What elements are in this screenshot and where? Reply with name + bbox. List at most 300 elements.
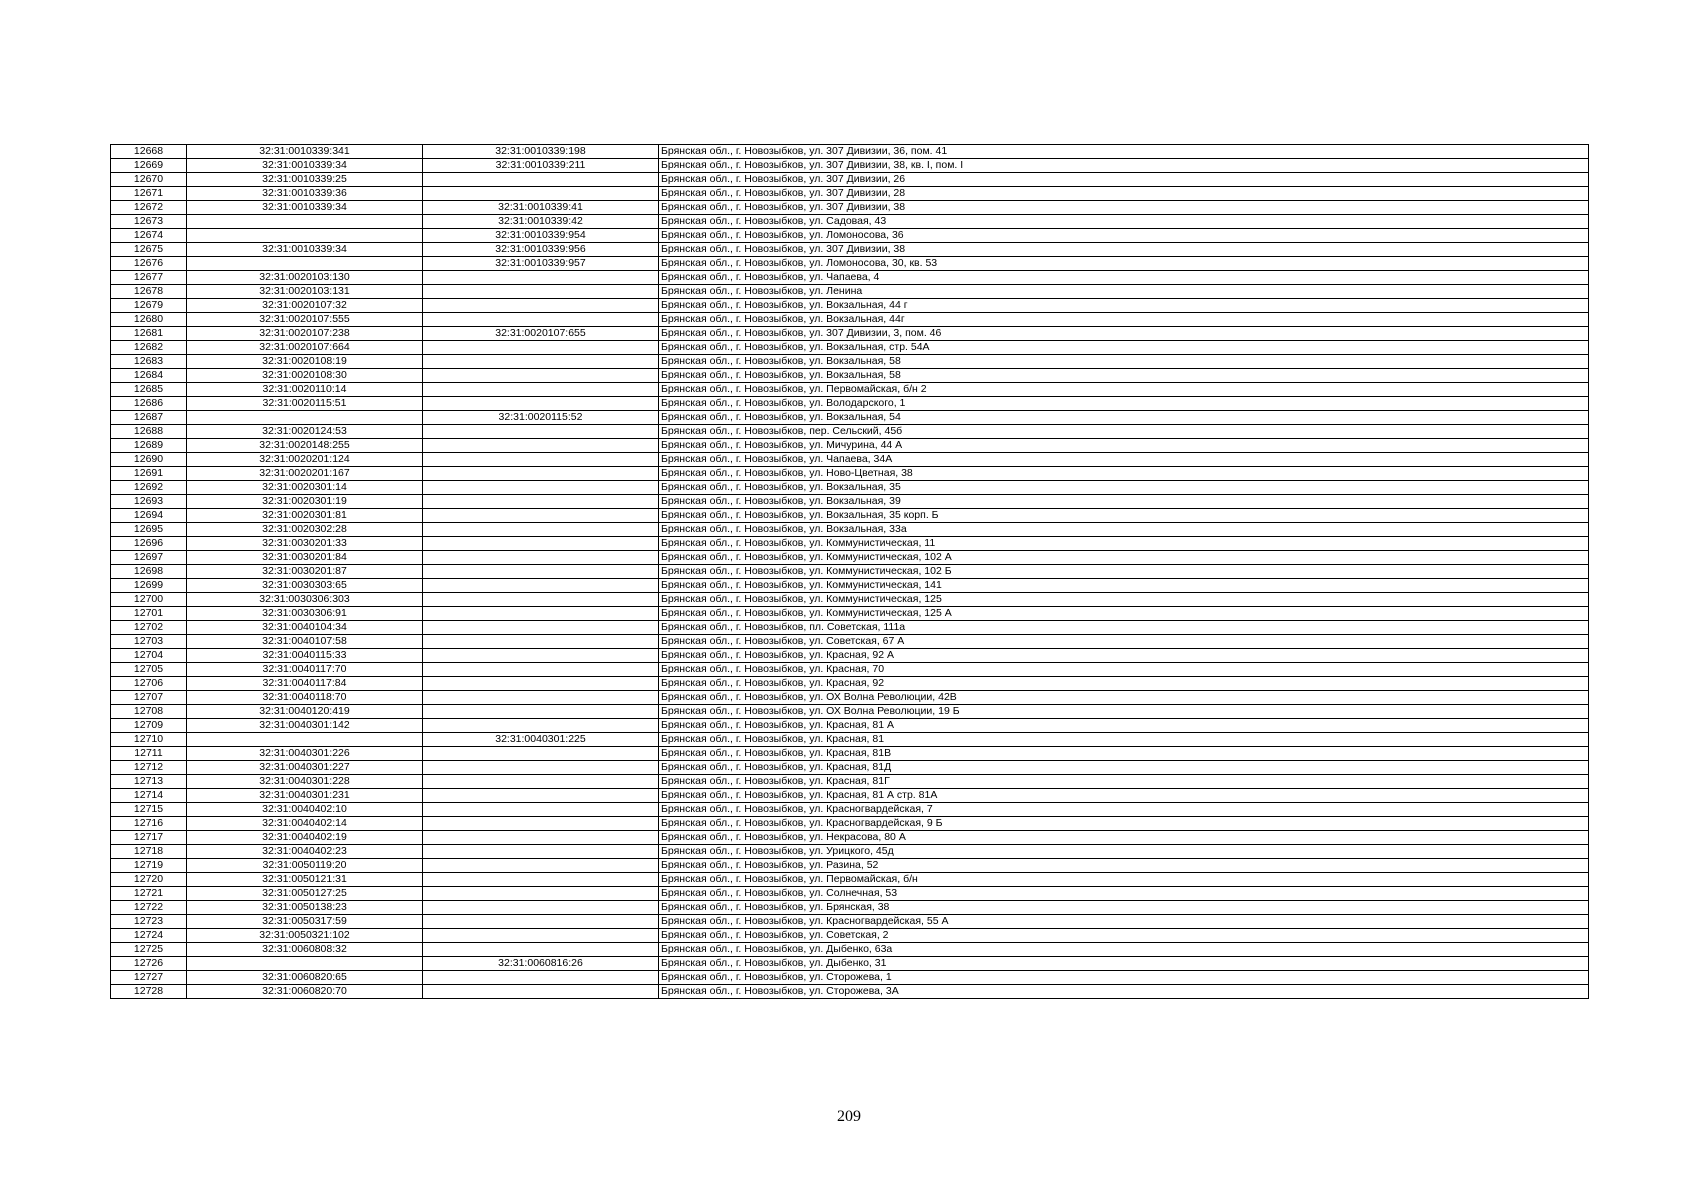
cadastral-number-cell [187,733,423,747]
table-row [111,803,1589,817]
table-row [111,607,1589,621]
row-number-cell: 12687 [111,411,187,425]
address-cell: Брянская обл., г. Новозыбков, ул. Красная, 92 А [659,649,1589,663]
table-row [111,523,1589,537]
cadastral-number-cell: 32:31:0020107:32 [187,299,423,313]
register-table-container [110,144,1588,1045]
table-row [111,187,1589,201]
address-cell: Брянская обл., г. Новозыбков, ул. 307 Дивизии, 28 [659,187,1589,201]
address-cell: Брянская обл., г. Новозыбков, ул. Красная, 81Г [659,775,1589,789]
address-cell: Брянская обл., г. Новозыбков, ул. Ново-Цветная, 38 [659,467,1589,481]
row-number-cell: 12722 [111,901,187,915]
related-cadastral-number-cell [423,677,659,691]
address-cell: Брянская обл., г. Новозыбков, ул. Красногвардейская, 7 [659,803,1589,817]
table-row [111,341,1589,355]
address-cell: Брянская обл., г. Новозыбков, ул. Красногвардейская, 9 Б [659,817,1589,831]
table-row [111,985,1589,999]
related-cadastral-number-cell [423,187,659,201]
related-cadastral-number-cell [423,845,659,859]
related-cadastral-number-cell [423,649,659,663]
related-cadastral-number-cell [423,985,659,999]
cadastral-number-cell: 32:31:0040402:14 [187,817,423,831]
row-number-cell: 12669 [111,159,187,173]
address-cell: Брянская обл., г. Новозыбков, ул. Чапаева, 4 [659,271,1589,285]
related-cadastral-number-cell [423,551,659,565]
address-cell: Брянская обл., г. Новозыбков, ул. Мичурина, 44 А [659,439,1589,453]
table-row [111,369,1589,383]
cadastral-number-cell: 32:31:0040301:231 [187,789,423,803]
row-number-cell: 12681 [111,327,187,341]
related-cadastral-number-cell [423,173,659,187]
related-cadastral-number-cell [423,271,659,285]
table-row [111,537,1589,551]
related-cadastral-number-cell [423,355,659,369]
table-row [111,705,1589,719]
related-cadastral-number-cell [423,901,659,915]
cadastral-number-cell: 32:31:0020201:124 [187,453,423,467]
related-cadastral-number-cell [423,719,659,733]
cadastral-number-cell: 32:31:0020301:19 [187,495,423,509]
row-number-cell: 12728 [111,985,187,999]
address-cell: Брянская обл., г. Новозыбков, ул. 307 Дивизии, 38 [659,243,1589,257]
row-number-cell: 12694 [111,509,187,523]
related-cadastral-number-cell [423,495,659,509]
cadastral-number-cell: 32:31:0030201:84 [187,551,423,565]
row-number-cell: 12684 [111,369,187,383]
row-number-cell: 12723 [111,915,187,929]
cadastral-number-cell: 32:31:0020103:130 [187,271,423,285]
address-cell: Брянская обл., г. Новозыбков, ул. Володарского, 1 [659,397,1589,411]
row-number-cell: 12672 [111,201,187,215]
row-number-cell: 12705 [111,663,187,677]
cadastral-number-cell: 32:31:0040117:70 [187,663,423,677]
cadastral-number-cell: 32:31:0030306:303 [187,593,423,607]
table-row [111,355,1589,369]
address-cell: Брянская обл., г. Новозыбков, ул. Коммунистическая, 102 Б [659,565,1589,579]
related-cadastral-number-cell [423,537,659,551]
table-row [111,635,1589,649]
table-row [111,677,1589,691]
table-row [111,229,1589,243]
cadastral-number-cell [187,257,423,271]
cadastral-number-cell: 32:31:0050127:25 [187,887,423,901]
table-row [111,159,1589,173]
cadastral-number-cell: 32:31:0060820:65 [187,971,423,985]
row-number-cell: 12703 [111,635,187,649]
row-number-cell: 12710 [111,733,187,747]
related-cadastral-number-cell [423,929,659,943]
row-number-cell: 12699 [111,579,187,593]
address-cell: Брянская обл., г. Новозыбков, ул. Чапаева, 34А [659,453,1589,467]
cadastral-number-cell: 32:31:0010339:25 [187,173,423,187]
address-cell: Брянская обл., г. Новозыбков, ул. Коммунистическая, 125 А [659,607,1589,621]
row-number-cell: 12726 [111,957,187,971]
related-cadastral-number-cell [423,481,659,495]
cadastral-number-cell: 32:31:0050321:102 [187,929,423,943]
row-number-cell: 12724 [111,929,187,943]
table-row [111,425,1589,439]
row-number-cell: 12711 [111,747,187,761]
related-cadastral-number-cell [423,397,659,411]
address-cell: Брянская обл., г. Новозыбков, ул. Вокзальная, 35 [659,481,1589,495]
table-row [111,215,1589,229]
address-cell: Брянская обл., г. Новозыбков, ул. Коммунистическая, 11 [659,537,1589,551]
cadastral-number-cell: 32:31:0020124:53 [187,425,423,439]
row-number-cell: 12673 [111,215,187,229]
table-row [111,453,1589,467]
related-cadastral-number-cell [423,621,659,635]
address-cell: Брянская обл., г. Новозыбков, ул. Вокзальная, 54 [659,411,1589,425]
related-cadastral-number-cell: 32:31:0010339:41 [423,201,659,215]
related-cadastral-number-cell [423,761,659,775]
cadastral-number-cell: 32:31:0010339:341 [187,145,423,159]
cadastral-number-cell [187,229,423,243]
address-cell: Брянская обл., г. Новозыбков, ул. Вокзальная, 58 [659,355,1589,369]
row-number-cell: 12698 [111,565,187,579]
address-cell: Брянская обл., г. Новозыбков, ул. Первомайская, б/н [659,873,1589,887]
table-row [111,929,1589,943]
table-row [111,887,1589,901]
row-number-cell: 12691 [111,467,187,481]
row-number-cell: 12701 [111,607,187,621]
related-cadastral-number-cell [423,887,659,901]
table-row [111,313,1589,327]
row-number-cell: 12725 [111,943,187,957]
row-number-cell: 12692 [111,481,187,495]
table-row [111,271,1589,285]
related-cadastral-number-cell: 32:31:0010339:956 [423,243,659,257]
address-cell: Брянская обл., г. Новозыбков, ул. Коммунистическая, 141 [659,579,1589,593]
row-number-cell: 12714 [111,789,187,803]
address-cell: Брянская обл., г. Новозыбков, ул. Вокзальная, 33а [659,523,1589,537]
address-cell: Брянская обл., г. Новозыбков, ул. Разина, 52 [659,859,1589,873]
table-row [111,397,1589,411]
row-number-cell: 12712 [111,761,187,775]
table-row [111,691,1589,705]
address-cell: Брянская обл., г. Новозыбков, ул. Дыбенко, 63а [659,943,1589,957]
related-cadastral-number-cell [423,579,659,593]
address-cell: Брянская обл., г. Новозыбков, ул. Урицкого, 45д [659,845,1589,859]
row-number-cell: 12675 [111,243,187,257]
table-row [111,915,1589,929]
cadastral-number-cell: 32:31:0040301:142 [187,719,423,733]
cadastral-number-cell: 32:31:0050317:59 [187,915,423,929]
cadastral-number-cell [187,957,423,971]
row-number-cell: 12670 [111,173,187,187]
cadastral-number-cell: 32:31:0020115:51 [187,397,423,411]
address-cell: Брянская обл., г. Новозыбков, ул. Советская, 67 А [659,635,1589,649]
address-cell: Брянская обл., г. Новозыбков, пер. Сельский, 45б [659,425,1589,439]
row-number-cell: 12685 [111,383,187,397]
row-number-cell: 12671 [111,187,187,201]
related-cadastral-number-cell [423,467,659,481]
cadastral-number-cell: 32:31:0020148:255 [187,439,423,453]
table-row [111,173,1589,187]
address-cell: Брянская обл., г. Новозыбков, ул. Ленина [659,285,1589,299]
address-cell: Брянская обл., г. Новозыбков, ул. Сторожева, 1 [659,971,1589,985]
cadastral-number-cell: 32:31:0030201:33 [187,537,423,551]
related-cadastral-number-cell [423,663,659,677]
row-number-cell: 12716 [111,817,187,831]
related-cadastral-number-cell: 32:31:0060816:26 [423,957,659,971]
row-number-cell: 12721 [111,887,187,901]
address-cell: Брянская обл., г. Новозыбков, ул. Брянская, 38 [659,901,1589,915]
address-cell: Брянская обл., г. Новозыбков, ул. Красная, 81В [659,747,1589,761]
cadastral-number-cell: 32:31:0040115:33 [187,649,423,663]
related-cadastral-number-cell: 32:31:0020115:52 [423,411,659,425]
cadastral-number-cell: 32:31:0020108:19 [187,355,423,369]
row-number-cell: 12677 [111,271,187,285]
related-cadastral-number-cell [423,915,659,929]
related-cadastral-number-cell [423,439,659,453]
cadastral-number-cell: 32:31:0060808:32 [187,943,423,957]
table-row [111,201,1589,215]
related-cadastral-number-cell [423,299,659,313]
address-cell: Брянская обл., г. Новозыбков, ул. Сторожева, 3А [659,985,1589,999]
table-row [111,831,1589,845]
related-cadastral-number-cell: 32:31:0040301:225 [423,733,659,747]
related-cadastral-number-cell [423,635,659,649]
related-cadastral-number-cell: 32:31:0010339:957 [423,257,659,271]
row-number-cell: 12702 [111,621,187,635]
table-row [111,719,1589,733]
cadastral-number-cell: 32:31:0040402:19 [187,831,423,845]
related-cadastral-number-cell [423,775,659,789]
address-cell: Брянская обл., г. Новозыбков, ул. Некрасова, 80 А [659,831,1589,845]
row-number-cell: 12688 [111,425,187,439]
address-cell: Брянская обл., г. Новозыбков, ул. 307 Дивизии, 3, пом. 46 [659,327,1589,341]
related-cadastral-number-cell [423,943,659,957]
address-cell: Брянская обл., г. Новозыбков, ул. 307 Дивизии, 38 [659,201,1589,215]
cadastral-number-cell: 32:31:0010339:34 [187,201,423,215]
table-row [111,775,1589,789]
row-number-cell: 12700 [111,593,187,607]
table-row [111,383,1589,397]
cadastral-number-cell: 32:31:0020107:555 [187,313,423,327]
cadastral-number-cell [187,411,423,425]
address-cell: Брянская обл., г. Новозыбков, пл. Советская, 111а [659,621,1589,635]
row-number-cell: 12682 [111,341,187,355]
cadastral-number-cell: 32:31:0030201:87 [187,565,423,579]
row-number-cell: 12713 [111,775,187,789]
related-cadastral-number-cell: 32:31:0010339:211 [423,159,659,173]
address-cell: Брянская обл., г. Новозыбков, ул. Красная, 81 А [659,719,1589,733]
table-row [111,789,1589,803]
cadastral-number-cell: 32:31:0040107:58 [187,635,423,649]
cadastral-number-cell: 32:31:0020110:14 [187,383,423,397]
address-cell: Брянская обл., г. Новозыбков, ул. ОХ Волна Революции, 19 Б [659,705,1589,719]
row-number-cell: 12686 [111,397,187,411]
cadastral-number-cell: 32:31:0020107:664 [187,341,423,355]
related-cadastral-number-cell [423,747,659,761]
table-row [111,285,1589,299]
row-number-cell: 12668 [111,145,187,159]
cadastral-number-cell: 32:31:0040402:10 [187,803,423,817]
related-cadastral-number-cell [423,873,659,887]
row-number-cell: 12674 [111,229,187,243]
address-cell: Брянская обл., г. Новозыбков, ул. Красная, 81 [659,733,1589,747]
related-cadastral-number-cell [423,425,659,439]
register-table [110,144,1589,999]
page-number: 209 [837,1108,861,1125]
related-cadastral-number-cell: 32:31:0010339:198 [423,145,659,159]
table-row [111,551,1589,565]
related-cadastral-number-cell [423,285,659,299]
table-row [111,481,1589,495]
table-row [111,565,1589,579]
related-cadastral-number-cell [423,705,659,719]
cadastral-number-cell: 32:31:0040117:84 [187,677,423,691]
address-cell: Брянская обл., г. Новозыбков, ул. Вокзальная, 58 [659,369,1589,383]
row-number-cell: 12727 [111,971,187,985]
row-number-cell: 12704 [111,649,187,663]
related-cadastral-number-cell: 32:31:0010339:42 [423,215,659,229]
register-table-body [111,145,1589,999]
cadastral-number-cell: 32:31:0020302:28 [187,523,423,537]
row-number-cell: 12719 [111,859,187,873]
address-cell: Брянская обл., г. Новозыбков, ул. Солнечная, 53 [659,887,1589,901]
related-cadastral-number-cell [423,859,659,873]
address-cell: Брянская обл., г. Новозыбков, ул. Красная, 81Д [659,761,1589,775]
table-row [111,761,1589,775]
table-row [111,439,1589,453]
cadastral-number-cell: 32:31:0010339:34 [187,243,423,257]
row-number-cell: 12693 [111,495,187,509]
related-cadastral-number-cell [423,341,659,355]
address-cell: Брянская обл., г. Новозыбков, ул. ОХ Волна Революции, 42В [659,691,1589,705]
row-number-cell: 12683 [111,355,187,369]
cadastral-number-cell: 32:31:0040104:34 [187,621,423,635]
address-cell: Брянская обл., г. Новозыбков, ул. 307 Дивизии, 36, пом. 41 [659,145,1589,159]
table-row [111,257,1589,271]
address-cell: Брянская обл., г. Новозыбков, ул. Вокзальная, 44 г [659,299,1589,313]
address-cell: Брянская обл., г. Новозыбков, ул. Красногвардейская, 55 А [659,915,1589,929]
related-cadastral-number-cell: 32:31:0020107:655 [423,327,659,341]
address-cell: Брянская обл., г. Новозыбков, ул. Первомайская, б/н 2 [659,383,1589,397]
cadastral-number-cell: 32:31:0040301:227 [187,761,423,775]
cadastral-number-cell: 32:31:0040402:23 [187,845,423,859]
row-number-cell: 12680 [111,313,187,327]
related-cadastral-number-cell [423,803,659,817]
table-row [111,747,1589,761]
table-row [111,467,1589,481]
cadastral-number-cell: 32:31:0010339:36 [187,187,423,201]
table-row [111,509,1589,523]
related-cadastral-number-cell [423,313,659,327]
row-number-cell: 12697 [111,551,187,565]
related-cadastral-number-cell [423,691,659,705]
row-number-cell: 12709 [111,719,187,733]
row-number-cell: 12679 [111,299,187,313]
related-cadastral-number-cell [423,523,659,537]
table-row [111,145,1589,159]
address-cell: Брянская обл., г. Новозыбков, ул. 307 Дивизии, 26 [659,173,1589,187]
address-cell: Брянская обл., г. Новозыбков, ул. Ломоносова, 30, кв. 53 [659,257,1589,271]
table-row [111,943,1589,957]
address-cell: Брянская обл., г. Новозыбков, ул. Ломоносова, 36 [659,229,1589,243]
row-number-cell: 12715 [111,803,187,817]
address-cell: Брянская обл., г. Новозыбков, ул. 307 Дивизии, 38, кв. I, пом. I [659,159,1589,173]
related-cadastral-number-cell: 32:31:0010339:954 [423,229,659,243]
row-number-cell: 12696 [111,537,187,551]
related-cadastral-number-cell [423,509,659,523]
cadastral-number-cell: 32:31:0020103:131 [187,285,423,299]
table-row [111,817,1589,831]
table-row [111,621,1589,635]
related-cadastral-number-cell [423,607,659,621]
cadastral-number-cell: 32:31:0020201:167 [187,467,423,481]
related-cadastral-number-cell [423,565,659,579]
address-cell: Брянская обл., г. Новозыбков, ул. Вокзальная, 44г [659,313,1589,327]
table-row [111,859,1589,873]
related-cadastral-number-cell [423,593,659,607]
address-cell: Брянская обл., г. Новозыбков, ул. Дыбенко, 31 [659,957,1589,971]
row-number-cell: 12717 [111,831,187,845]
cadastral-number-cell: 32:31:0040118:70 [187,691,423,705]
table-row [111,243,1589,257]
cadastral-number-cell: 32:31:0020301:81 [187,509,423,523]
cadastral-number-cell: 32:31:0040301:226 [187,747,423,761]
table-row [111,649,1589,663]
address-cell: Брянская обл., г. Новозыбков, ул. Красная, 92 [659,677,1589,691]
row-number-cell: 12678 [111,285,187,299]
cadastral-number-cell: 32:31:0040120:419 [187,705,423,719]
address-cell: Брянская обл., г. Новозыбков, ул. Вокзальная, стр. 54А [659,341,1589,355]
address-cell: Брянская обл., г. Новозыбков, ул. Садовая, 43 [659,215,1589,229]
row-number-cell: 12689 [111,439,187,453]
table-row [111,845,1589,859]
row-number-cell: 12720 [111,873,187,887]
address-cell: Брянская обл., г. Новозыбков, ул. Коммунистическая, 102 А [659,551,1589,565]
cadastral-number-cell: 32:31:0020301:14 [187,481,423,495]
cadastral-number-cell: 32:31:0050121:31 [187,873,423,887]
cadastral-number-cell: 32:31:0030306:91 [187,607,423,621]
cadastral-number-cell: 32:31:0020108:30 [187,369,423,383]
cadastral-number-cell: 32:31:0030303:65 [187,579,423,593]
table-row [111,733,1589,747]
related-cadastral-number-cell [423,369,659,383]
cadastral-number-cell: 32:31:0040301:228 [187,775,423,789]
table-row [111,971,1589,985]
row-number-cell: 12707 [111,691,187,705]
cadastral-number-cell: 32:31:0010339:34 [187,159,423,173]
row-number-cell: 12706 [111,677,187,691]
table-row [111,579,1589,593]
cadastral-number-cell: 32:31:0050138:23 [187,901,423,915]
address-cell: Брянская обл., г. Новозыбков, ул. Красная, 81 А стр. 81А [659,789,1589,803]
row-number-cell: 12695 [111,523,187,537]
table-row [111,663,1589,677]
address-cell: Брянская обл., г. Новозыбков, ул. Вокзальная, 35 корп. Б [659,509,1589,523]
table-row [111,957,1589,971]
cadastral-number-cell: 32:31:0020107:238 [187,327,423,341]
related-cadastral-number-cell [423,789,659,803]
cadastral-number-cell: 32:31:0050119:20 [187,859,423,873]
row-number-cell: 12718 [111,845,187,859]
address-cell: Брянская обл., г. Новозыбков, ул. Красная, 70 [659,663,1589,677]
table-row [111,299,1589,313]
related-cadastral-number-cell [423,817,659,831]
cadastral-number-cell [187,215,423,229]
table-row [111,411,1589,425]
row-number-cell: 12690 [111,453,187,467]
row-number-cell: 12708 [111,705,187,719]
related-cadastral-number-cell [423,383,659,397]
related-cadastral-number-cell [423,971,659,985]
related-cadastral-number-cell [423,831,659,845]
table-row [111,873,1589,887]
address-cell: Брянская обл., г. Новозыбков, ул. Советская, 2 [659,929,1589,943]
